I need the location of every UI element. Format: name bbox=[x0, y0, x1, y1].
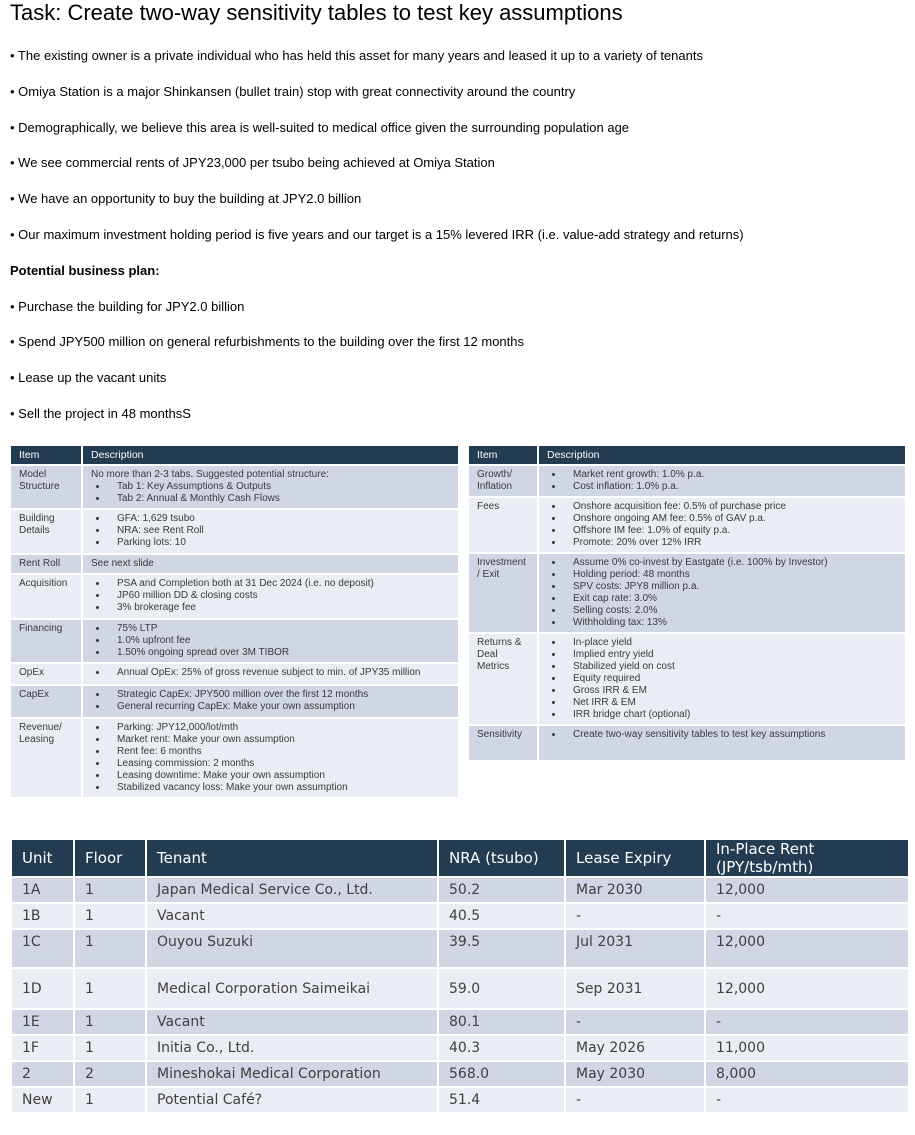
table-cell: 12,000 bbox=[706, 928, 908, 967]
table-cell: 50.2 bbox=[439, 876, 566, 902]
description-bullet: • 1.0% upfront fee bbox=[108, 635, 450, 647]
column-header: Description bbox=[539, 446, 905, 464]
description-bullet: • PSA and Completion both at 31 Dec 2024 (i.e. no deposit) bbox=[108, 578, 450, 590]
table-cell: 1 bbox=[75, 1034, 147, 1060]
column-header: Tenant bbox=[147, 840, 439, 876]
context-bullet: • We see commercial rents of JPY23,000 per tsubo being achieved at Omiya Station bbox=[10, 155, 495, 170]
table-cell: 1F bbox=[12, 1034, 75, 1060]
table-cell: 1 bbox=[75, 1008, 147, 1034]
column-header: Lease Expiry bbox=[566, 840, 706, 876]
table-row bbox=[11, 573, 458, 618]
item-label: Investment / Exit bbox=[469, 552, 539, 632]
table-row bbox=[12, 876, 908, 902]
item-label: Growth/ Inflation bbox=[469, 464, 539, 496]
item-label: Returns & Deal Metrics bbox=[469, 632, 539, 724]
item-label: Rent Roll bbox=[11, 553, 83, 573]
table-cell: Japan Medical Service Co., Ltd. bbox=[147, 876, 439, 902]
description-bullet: • Onshore ongoing AM fee: 0.5% of GAV p.a. bbox=[564, 513, 897, 525]
item-label: Acquisition bbox=[11, 573, 83, 618]
table-cell: May 2026 bbox=[566, 1034, 706, 1060]
description-bullet: • Annual OpEx: 25% of gross revenue subject to min. of JPY35 million bbox=[108, 667, 450, 679]
table-row bbox=[12, 1086, 908, 1112]
description-bullet: • Rent fee: 6 months bbox=[108, 746, 450, 758]
description-bullet: • NRA: see Rent Roll bbox=[108, 525, 450, 537]
context-bullet: • Omiya Station is a major Shinkansen (bullet train) stop with great connectivity around the country bbox=[10, 84, 576, 99]
table-cell: 40.5 bbox=[439, 902, 566, 928]
description-bullet: • Net IRR & EM bbox=[564, 697, 897, 709]
table-cell: 80.1 bbox=[439, 1008, 566, 1034]
table-cell: 1D bbox=[12, 967, 75, 1008]
table-row bbox=[11, 464, 458, 508]
column-header: Item bbox=[469, 446, 539, 464]
table-cell: 51.4 bbox=[439, 1086, 566, 1112]
description-bullet: • GFA: 1,629 tsubo bbox=[108, 513, 450, 525]
table-row bbox=[12, 902, 908, 928]
item-label: Building Details bbox=[11, 508, 83, 553]
description-bullet: • Promote: 20% over 12% IRR bbox=[564, 537, 897, 549]
table-cell: 1E bbox=[12, 1008, 75, 1034]
table-cell: Mar 2030 bbox=[566, 876, 706, 902]
table-header bbox=[469, 446, 905, 464]
table-cell: 59.0 bbox=[439, 967, 566, 1008]
table-cell: Vacant bbox=[147, 902, 439, 928]
table-row bbox=[469, 496, 905, 552]
description-bullet: • JP60 million DD & closing costs bbox=[108, 590, 450, 602]
table-cell: 568.0 bbox=[439, 1060, 566, 1086]
table-row bbox=[11, 618, 458, 662]
table-cell: 1B bbox=[12, 902, 75, 928]
description-bullet: • Create two-way sensitivity tables to test key assumptions bbox=[564, 729, 897, 741]
table-cell: 12,000 bbox=[706, 876, 908, 902]
description-bullet: • Equity required bbox=[564, 673, 897, 685]
table-cell: - bbox=[706, 1086, 908, 1112]
description-bullet: • Leasing downtime: Make your own assumption bbox=[108, 770, 450, 782]
table-cell: 1 bbox=[75, 928, 147, 967]
description-bullet: • Market rent growth: 1.0% p.a. bbox=[564, 469, 897, 481]
plan-heading: Potential business plan: bbox=[10, 263, 160, 278]
table-row bbox=[11, 717, 458, 797]
table-header bbox=[12, 840, 908, 876]
description-bullet: • Tab 2: Annual & Monthly Cash Flows bbox=[108, 493, 450, 505]
table-cell: - bbox=[566, 902, 706, 928]
table-row bbox=[469, 464, 905, 496]
table-cell: 2 bbox=[12, 1060, 75, 1086]
item-label: CapEx bbox=[11, 684, 83, 717]
table-cell: 1A bbox=[12, 876, 75, 902]
column-header: NRA (tsubo) bbox=[439, 840, 566, 876]
table-cell: 1 bbox=[75, 1086, 147, 1112]
description-bullet: • Parking lots: 10 bbox=[108, 537, 450, 549]
item-label: OpEx bbox=[11, 662, 83, 684]
table-cell: 1 bbox=[75, 902, 147, 928]
table-cell: - bbox=[566, 1008, 706, 1034]
table-cell: Initia Co., Ltd. bbox=[147, 1034, 439, 1060]
description-bullet: • 3% brokerage fee bbox=[108, 602, 450, 614]
description-bullet: • Parking: JPY12,000/lot/mth bbox=[108, 722, 450, 734]
plan-bullet: • Lease up the vacant units bbox=[10, 370, 167, 385]
context-bullet: • Demographically, we believe this area is well-suited to medical office given the surrounding population age bbox=[10, 120, 630, 135]
table-cell: Vacant bbox=[147, 1008, 439, 1034]
table-row bbox=[12, 1060, 908, 1086]
description-bullet: • Withholding tax: 13% bbox=[564, 617, 897, 629]
plan-bullet: • Sell the project in 48 monthsS bbox=[10, 406, 191, 421]
description-bullet: • Exit cap rate: 3.0% bbox=[564, 593, 897, 605]
table-cell: 12,000 bbox=[706, 967, 908, 1008]
description-bullet: • Market rent: Make your own assumption bbox=[108, 734, 450, 746]
table-cell: 1 bbox=[75, 876, 147, 902]
description-bullet: • Tab 1: Key Assumptions & Outputs bbox=[108, 481, 450, 493]
table-row bbox=[12, 1034, 908, 1060]
description-bullet: • SPV costs: JPY8 million p.a. bbox=[564, 581, 897, 593]
table-cell: - bbox=[706, 902, 908, 928]
table-cell: New bbox=[12, 1086, 75, 1112]
table-cell: Potential Café? bbox=[147, 1086, 439, 1112]
description-text: No more than 2-3 tabs. Suggested potential structure: bbox=[91, 469, 329, 480]
description-text: See next slide bbox=[83, 553, 458, 573]
description-bullet: • Implied entry yield bbox=[564, 649, 897, 661]
description-bullet: • Selling costs: 2.0% bbox=[564, 605, 897, 617]
assumptions-table-left bbox=[11, 446, 458, 797]
plan-bullet: • Spend JPY500 million on general refurbishments to the building over the first 12 months bbox=[10, 334, 525, 349]
table-cell: May 2030 bbox=[566, 1060, 706, 1086]
item-label: Model Structure bbox=[11, 464, 83, 508]
table-header bbox=[11, 446, 458, 464]
item-label: Sensitivity bbox=[469, 724, 539, 760]
table-cell: Jul 2031 bbox=[566, 928, 706, 967]
table-row bbox=[469, 724, 905, 760]
description-bullet: • IRR bridge chart (optional) bbox=[564, 709, 897, 721]
table-cell: 1C bbox=[12, 928, 75, 967]
rent-roll-table bbox=[12, 840, 908, 1112]
column-header: In-Place Rent (JPY/tsb/mth) bbox=[706, 840, 908, 876]
description-bullet: • Strategic CapEx: JPY500 million over the first 12 months bbox=[108, 689, 450, 701]
page-title: Task: Create two-way sensitivity tables to test key assumptions bbox=[10, 0, 623, 25]
table-row bbox=[469, 552, 905, 632]
table-row bbox=[11, 508, 458, 553]
assumptions-table-right bbox=[469, 446, 905, 760]
table-cell: Sep 2031 bbox=[566, 967, 706, 1008]
description-bullet: • Offshore IM fee: 1.0% of equity p.a. bbox=[564, 525, 897, 537]
table-cell: 39.5 bbox=[439, 928, 566, 967]
context-bullet: • Our maximum investment holding period is five years and our target is a 15% levered IRR (i.e. value-add strategy and returns) bbox=[10, 227, 744, 242]
item-label: Fees bbox=[469, 496, 539, 552]
table-cell: 40.3 bbox=[439, 1034, 566, 1060]
table-cell: 11,000 bbox=[706, 1034, 908, 1060]
table-row bbox=[469, 632, 905, 724]
description-bullet: • Leasing commission: 2 months bbox=[108, 758, 450, 770]
table-cell: 1 bbox=[75, 967, 147, 1008]
table-cell: 2 bbox=[75, 1060, 147, 1086]
table-row bbox=[12, 967, 908, 1008]
description-bullet: • Holding period: 48 months bbox=[564, 569, 897, 581]
description-bullet: • Stabilized yield on cost bbox=[564, 661, 897, 673]
table-cell: Mineshokai Medical Corporation bbox=[147, 1060, 439, 1086]
item-label: Financing bbox=[11, 618, 83, 662]
table-row bbox=[12, 928, 908, 967]
context-bullet: • The existing owner is a private individual who has held this asset for many years and leased it up to a variety of tenants bbox=[10, 48, 703, 63]
plan-bullet: • Purchase the building for JPY2.0 billion bbox=[10, 299, 245, 314]
table-cell: Medical Corporation Saimeikai bbox=[147, 967, 439, 1008]
column-header: Description bbox=[83, 446, 458, 464]
table-row bbox=[11, 684, 458, 717]
description-bullet: • Gross IRR & EM bbox=[564, 685, 897, 697]
table-row bbox=[11, 553, 458, 573]
description-bullet: • Assume 0% co-invest by Eastgate (i.e. 100% by Investor) bbox=[564, 557, 897, 569]
description-bullet: • In-place yield bbox=[564, 637, 897, 649]
table-cell: Ouyou Suzuki bbox=[147, 928, 439, 967]
description-bullet: • Onshore acquisition fee: 0.5% of purchase price bbox=[564, 501, 897, 513]
table-row bbox=[11, 662, 458, 684]
item-label: Revenue/ Leasing bbox=[11, 717, 83, 797]
column-header: Unit bbox=[12, 840, 75, 876]
column-header: Item bbox=[11, 446, 83, 464]
description-bullet: • Stabilized vacancy loss: Make your own assumption bbox=[108, 782, 450, 794]
description-bullet: • 1.50% ongoing spread over 3M TIBOR bbox=[108, 647, 450, 659]
table-cell: - bbox=[706, 1008, 908, 1034]
table-cell: 8,000 bbox=[706, 1060, 908, 1086]
context-bullet: • We have an opportunity to buy the building at JPY2.0 billion bbox=[10, 191, 362, 206]
description-bullet: • General recurring CapEx: Make your own assumption bbox=[108, 701, 450, 713]
description-bullet: • Cost inflation: 1.0% p.a. bbox=[564, 481, 897, 493]
description-bullet: • 75% LTP bbox=[108, 623, 450, 635]
table-cell: - bbox=[566, 1086, 706, 1112]
column-header: Floor bbox=[75, 840, 147, 876]
table-row bbox=[12, 1008, 908, 1034]
